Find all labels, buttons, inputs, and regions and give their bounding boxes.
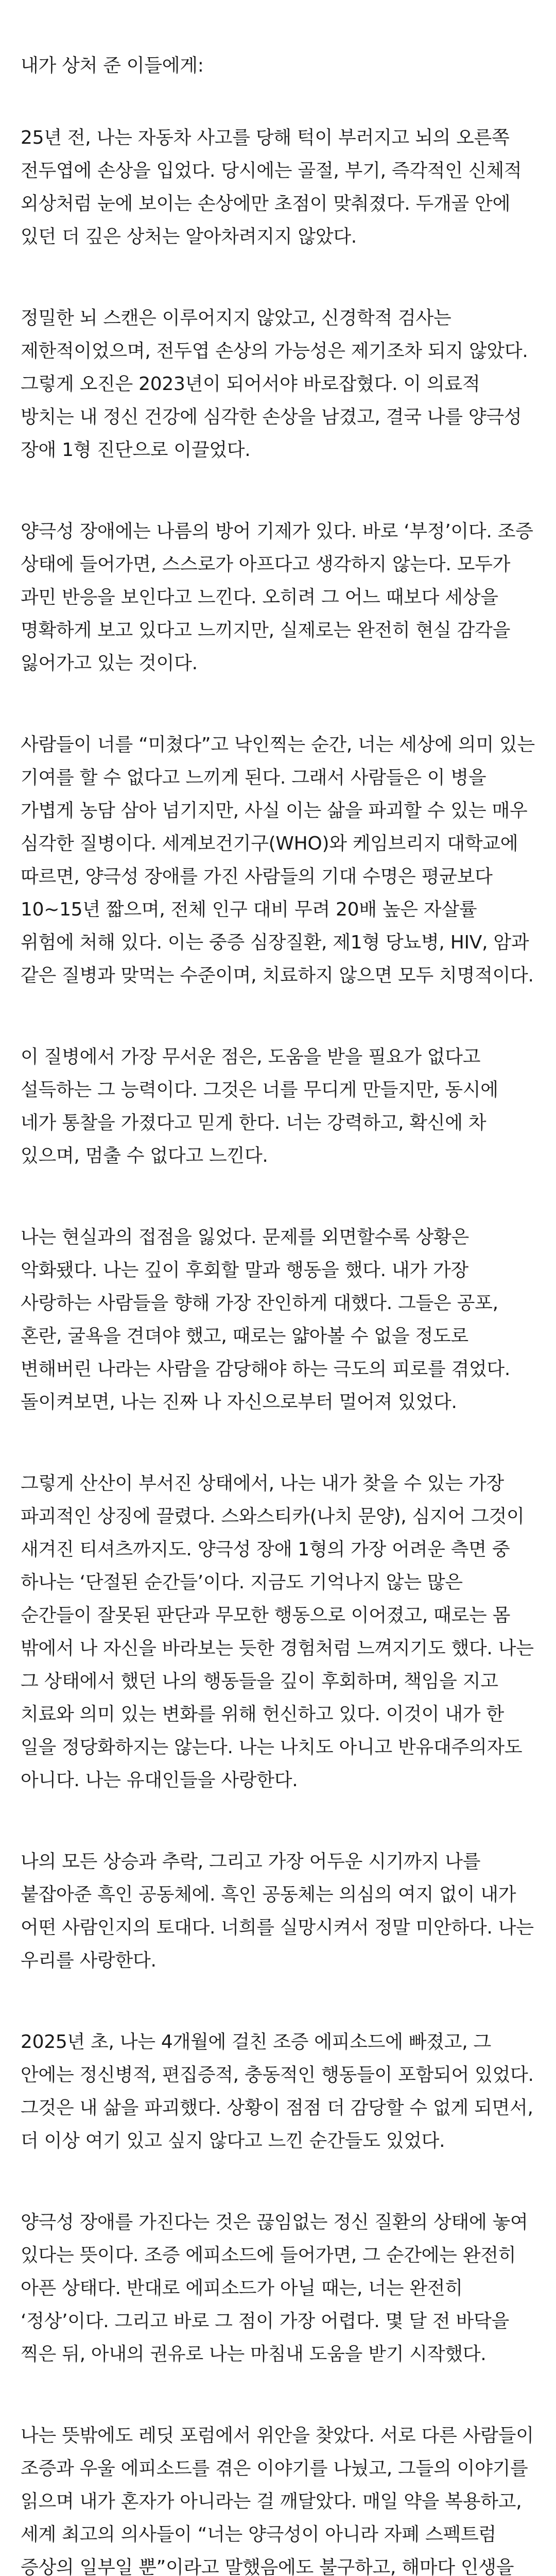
paragraph-2: 정밀한 뇌 스캔은 이루어지지 않았고, 신경학적 검사는 제한적이었으며, 전두엽 손상의 가능성은 제기조차 되지 않았다. 그렇게 오진은 2023년이 되어서야 바로잡혔다. 이 의료적 방치는 내 정신 건강에 심각한 손상을 남겼고, 결국 나를 양극성 장애 1형 진단으로 이끌었다. bbox=[21, 308, 534, 461]
paragraph-1: 25년 전, 나는 자동차 사고를 당해 턱이 부러지고 뇌의 오른쪽 전두엽에 손상을 입었다. 당시에는 골절, 부기, 즉각적인 신체적 외상처럼 눈에 보이는 손상에만 초점이 맞춰졌다. 두개골 안에 있던 더 깊은 상처는 알아차려지지 않았다. bbox=[21, 127, 528, 247]
paragraph-5: 이 질병에서 가장 무서운 점은, 도움을 받을 필요가 없다고 설득하는 그 능력이다. 그것은 너를 무디게 만들지만, 동시에 네가 통찰을 가졌다고 믿게 한다. 너는 강력하고, 확신에 차 있으며, 멈출 수 없다고 느낀다. bbox=[21, 1046, 504, 1166]
paragraph-3: 양극성 장애에는 나름의 방어 기제가 있다. 바로 ‘부정’이다. 조증 상태에 들어가면, 스스로가 아프다고 생각하지 않는다. 모두가 과민 반응을 보인다고 느낀다. 오히려 그 어느 때보다 세상을 명확하게 보고 있다고 느끼지만, 실제로는 완전히 현실 감각을 잃어가고 있는 것이다. bbox=[21, 521, 539, 674]
paragraph-9: 2025년 초, 나는 4개월에 걸친 조증 에피소드에 빠졌고, 그 안에는 정신병적, 편집증적, 충동적인 행동들이 포함되어 있었다. 그것은 내 삶을 파괴했다. 상황이 점점 더 감당할 수 없게 되면서, 더 이상 여기 있고 싶지 않다고 느낀 순간들도 있었다. bbox=[21, 2031, 540, 2151]
paragraph-10: 양극성 장애를 가진다는 것은 끊임없는 정신 질환의 상태에 놓여 있다는 뜻이다. 조증 에피소드에 들어가면, 그 순간에는 완전히 아픈 상태다. 반대로 에피소드가 아닐 때는, 너는 완전히 ‘정상’이다. 그리고 바로 그 점이 가장 어렵다. 몇 달 전 바닥을 찍은 뒤, 아내의 권유로 나는 마침내 도움을 받기 시작했다. bbox=[21, 2212, 534, 2365]
paragraph-8: 나의 모든 상승과 추락, 그리고 가장 어두운 시기까지 나를 붙잡아준 흑인 공동체에. 흑인 공동체는 의심의 여지 없이 내가 어떤 사람인지의 토대다. 너희를 실망시켜서 정말 미안하다. 나는 우리를 사랑한다. bbox=[21, 1851, 540, 1971]
paragraph-6: 나는 현실과의 접점을 잃었다. 문제를 외면할수록 상황은 악화됐다. 나는 깊이 후회할 말과 행동을 했다. 내가 가장 사랑하는 사람들을 향해 가장 잔인하게 대했다. 그들은 공포, 혼란, 굴욕을 견뎌야 했고, 때로는 얇아볼 수 없을 정도로 변해버린 나라는 사람을 감당해야 하는 극도의 피로를 겪었다. 돌이켜보면, 나는 진짜 나 자신으로부터 멀어져 있었다. bbox=[21, 1227, 516, 1413]
paragraph-11: 나는 뜻밖에도 레딧 포럼에서 위안을 찾았다. 서로 다른 사람들이 조증과 우울 에피소드를 겪은 이야기를 나눴고, 그들의 이야기를 읽으며 내가 혼자가 아니라는 걸 깨달았다. 매일 약을 복용하고, 세계 최고의 의사들이 “너는 양극성이 아니라 자폐 스펙트럼 증상의 일부일 뿐”이라고 말했음에도 불구하고, 해마다 인생을 bbox=[21, 2425, 534, 2576]
letter-greeting: 내가 상처 준 이들에게: bbox=[21, 55, 204, 76]
paragraph-7: 그렇게 산산이 부서진 상태에서, 나는 내가 찾을 수 있는 가장 파괴적인 상징에 끌렸다. 스와스티카(나치 문양), 심지어 그것이 새겨진 티셔츠까지도. 양극성 장애 1형의 가장 어려운 측면 중 하나는 ‘단절된 순간들’이다. 지금도 기억나지 않는 많은 순간들이 잘못된 판단과 무모한 행동으로 이어졌고, 때로는 몸 밖에서 나 자신을 바라보는 듯한 경험처럼 느껴지기도 했다. 나는 그 상태에서 했던 나의 행동들을 깊이 후회하며, 책임을 지고 치료와 의미 있는 변화를 위해 헌신하고 있다. 이것이 내가 한 일을 정당화하지는 않는다. 나는 나치도 아니고 반유대주의자도 아니다. 나는 유대인들을 사랑한다. bbox=[21, 1473, 540, 1791]
paragraph-4: 사람들이 너를 “미쳤다”고 낙인찍는 순간, 너는 세상에 의미 있는 기여를 할 수 없다고 느끼게 된다. 그래서 사람들은 이 병을 가볍게 농담 삼아 넘기지만, 사실 이는 삶을 파괴할 수 있는 매우 심각한 질병이다. 세계보건기구(WHO)와 케임브리지 대학교에 따르면, 양극성 장애를 가진 사람들의 기대 수명은 평균보다 10~15년 짧으며, 전체 인구 대비 무려 20배 높은 자살률 위험에 처해 있다. 이는 중증 심장질환, 제1형 당뇨병, HIV, 암과 같은 질병과 맞먹는 수준이며, 치료하지 않으면 모두 치명적이다. bbox=[21, 734, 541, 986]
